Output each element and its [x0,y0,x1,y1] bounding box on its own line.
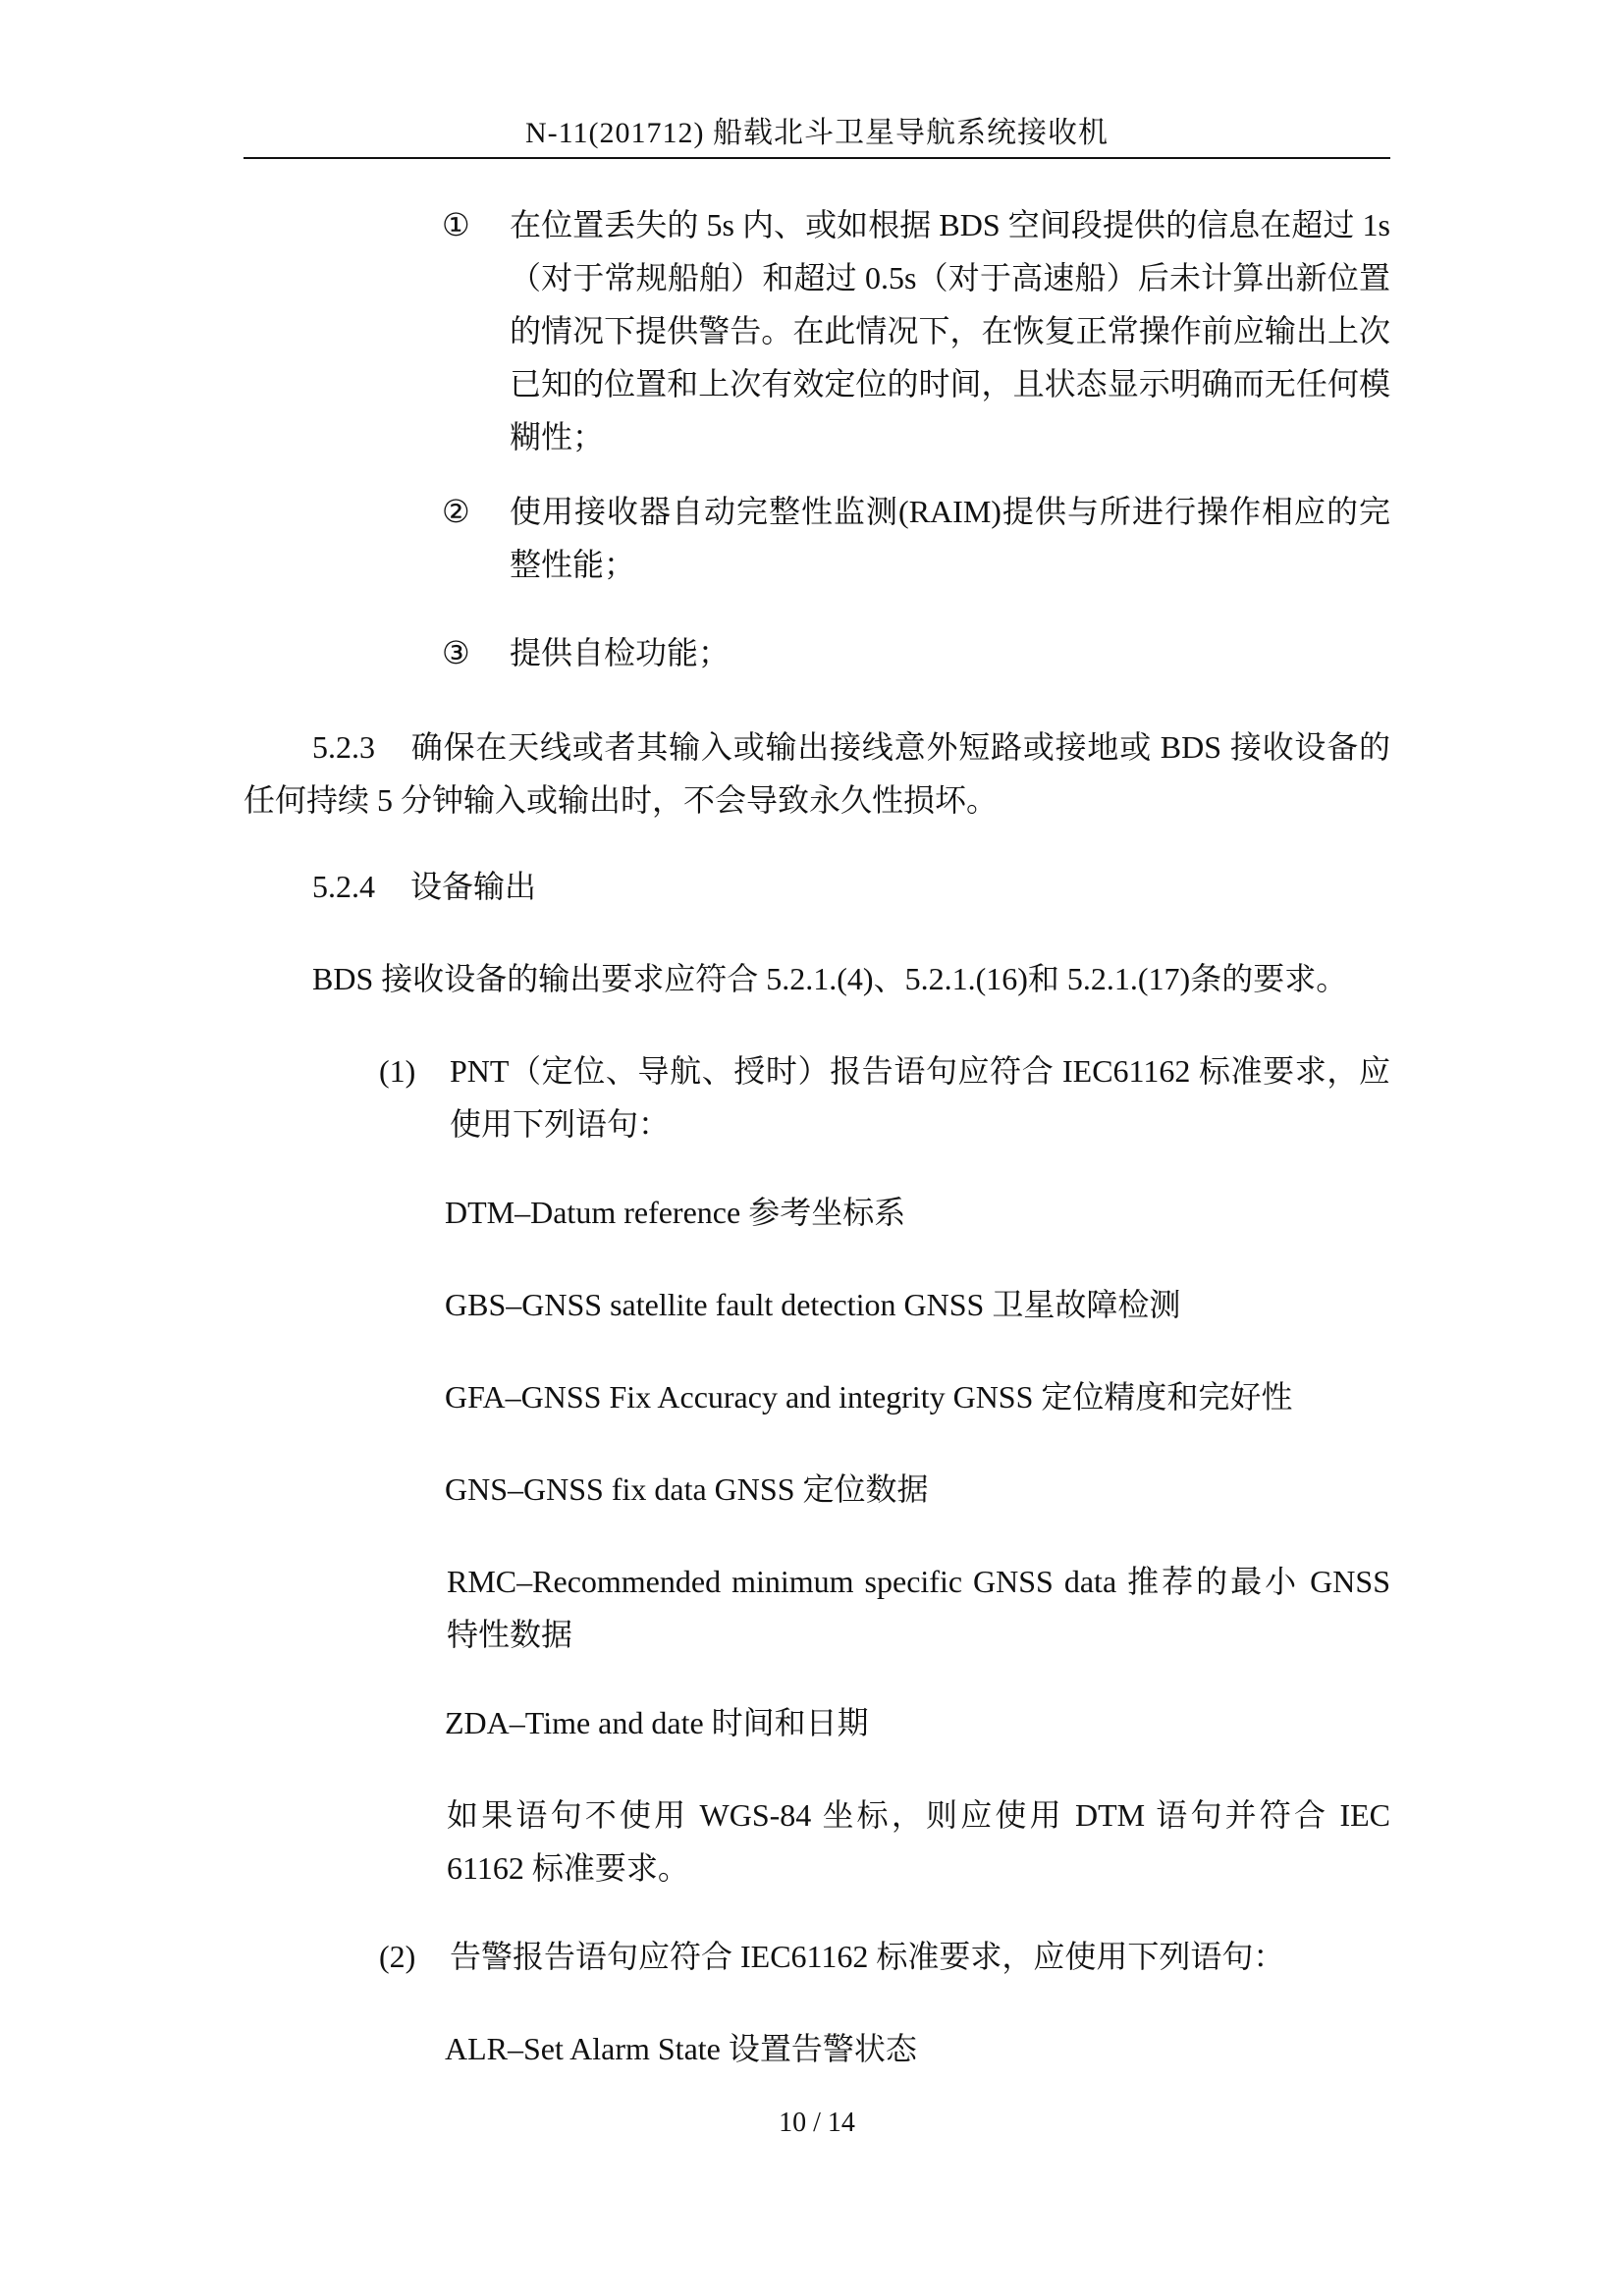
sentence-item: GNS–GNSS fix data GNSS 定位数据 [445,1471,929,1507]
item-marker: ③ [442,635,470,670]
sentence-item: RMC–Recommended minimum specific GNSS data 推荐的最小 GNSS 特性数据 [447,1564,1390,1652]
header-title: N-11(201712) 船载北斗卫星导航系统接收机 [524,117,1110,149]
sentence-item: GBS–GNSS satellite fault detection GNSS 卫星故障检测 [445,1287,1181,1322]
sub-item-text: 告警报告语句应符合 IEC61162 标准要求，应使用下列语句： [450,1939,1285,1974]
sub-item-marker: (2) [379,1939,416,1974]
section-number: 5.2.3 [312,729,375,765]
wgs-note: 如果语句不使用 WGS-84 坐标，则应使用 DTM 语句并符合 IEC 61162 标准要求。 [447,1797,1390,1886]
section-text: 确保在天线或者其输入或输出接线意外短路或接地或 BDS 接收设备的任何持续 5 分钟输入或输出时，不会导致永久性损坏。 [244,729,1390,818]
item-marker: ② [442,494,470,529]
header-rule [244,157,1390,159]
sentence-item: GFA–GNSS Fix Accuracy and integrity GNSS 定位精度和完好性 [445,1379,1293,1415]
item-text: 提供自检功能； [510,635,731,670]
section-5-2-4-heading [312,860,1390,913]
sentence-item: ZDA–Time and date 时间和日期 [445,1705,869,1740]
section-number: 5.2.4 [312,869,375,904]
section-5-2-4-intro: BDS 接收设备的输出要求应符合 5.2.1.(4)、5.2.1.(16)和 5.2.1.(17)条的要求。 [312,961,1348,996]
section-heading: 设备输出 [410,869,537,904]
sentence-item: DTM–Datum reference 参考坐标系 [445,1195,906,1230]
section-5-2-3-paragraph [244,721,1390,827]
alarm-sentence-item: ALR–Set Alarm State 设置告警状态 [445,2031,917,2066]
sub-item-marker: (1) [379,1053,416,1089]
page-number: 10 / 14 [779,2108,855,2138]
item-text: 使用接收器自动完整性监测(RAIM)提供与所进行操作相应的完整性能； [510,494,1390,582]
sub-item-text: PNT（定位、导航、授时）报告语句应符合 IEC61162 标准要求，应使用下列语句： [450,1053,1390,1142]
item-text: 在位置丢失的 5s 内、或如根据 BDS 空间段提供的信息在超过 1s（对于常规船舶）和超过 0.5s（对于高速船）后未计算出新位置的情况下提供警告。在此情况下，在恢复正常操作前应输出上次已知的位置和上次有效定位的时间，且状态显示明确而无任何模糊性； [510,207,1390,454]
item-marker: ① [442,207,470,242]
